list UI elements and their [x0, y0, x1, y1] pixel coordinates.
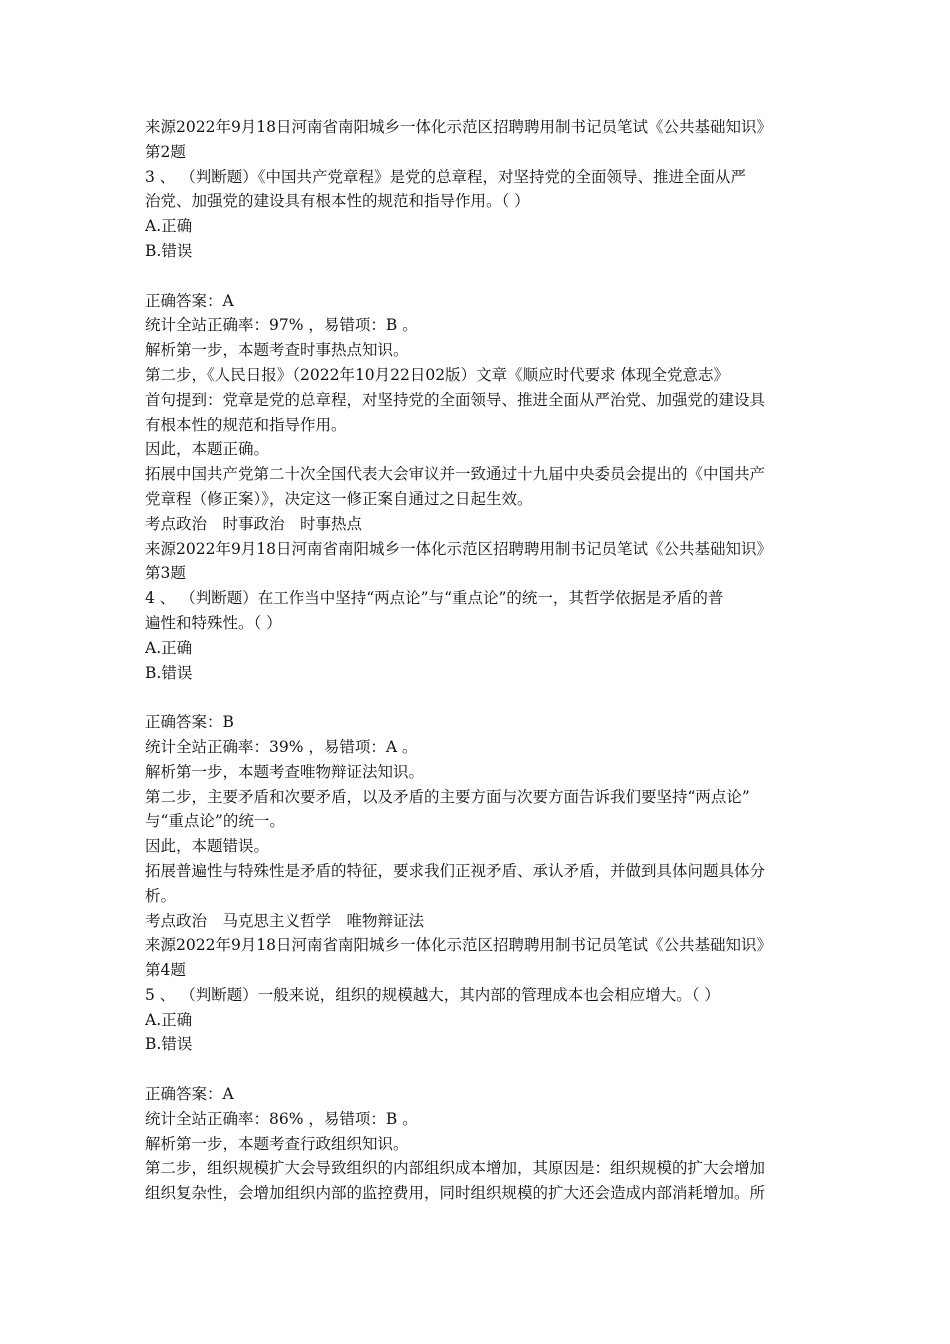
- text-line: 统计全站正确率：97% ，易错项：B 。: [145, 316, 418, 335]
- text-line: 组织复杂性，会增加组织内部的监控费用，同时组织规模的扩大还会造成内部消耗增加。所: [145, 1184, 766, 1203]
- text-line: 析。: [145, 886, 177, 905]
- text-line: 第4题: [145, 961, 186, 980]
- text-line: 考点政治 马克思主义哲学 唯物辩证法: [145, 911, 425, 930]
- text-line: B.错误: [145, 663, 193, 682]
- text-line: 与“重点论”的统一。: [145, 812, 285, 831]
- text-line: 3 、 （判断题）《中国共产党章程》是党的总章程，对坚持党的全面领导、推进全面从严: [145, 167, 746, 186]
- text-line: 正确答案：A: [145, 291, 234, 310]
- text-line: 首句提到：党章是党的总章程，对坚持党的全面领导、推进全面从严治党、加强党的建设具: [145, 390, 766, 409]
- text-line: 第二步，主要矛盾和次要矛盾，以及矛盾的主要方面与次要方面告诉我们要坚持“两点论”: [145, 787, 750, 806]
- text-line: 解析第一步，本题考查时事热点知识。: [145, 341, 409, 360]
- text-line: 拓展普遍性与特殊性是矛盾的特征，要求我们正视矛盾、承认矛盾，并做到具体问题具体分: [145, 861, 766, 880]
- text-line: 来源2022年9月18日河南省南阳城乡一体化示范区招聘聘用制书记员笔试《公共基础知识》: [145, 539, 773, 558]
- text-line: 因此，本题错误。: [145, 837, 270, 856]
- text-line: 正确答案：B: [145, 713, 234, 732]
- text-line: 解析第一步，本题考查唯物辩证法知识。: [145, 762, 425, 781]
- text-line: 第3题: [145, 564, 186, 583]
- text-line: 党章程（修正案）》，决定这一修正案自通过之日起生效。: [145, 489, 533, 508]
- text-line: 正确答案：A: [145, 1085, 234, 1104]
- blank-line: [145, 685, 813, 710]
- text-line: A.正确: [145, 1010, 193, 1029]
- text-line: A.正确: [145, 638, 193, 657]
- text-line: 解析第一步，本题考查行政组织知识。: [145, 1134, 409, 1153]
- blank-line: [145, 1057, 813, 1082]
- text-line: 拓展中国共产党第二十次全国代表大会审议并一致通过十九届中央委员会提出的《中国共产: [145, 465, 766, 484]
- text-line: B.错误: [145, 1035, 193, 1054]
- text-line: 因此，本题正确。: [145, 440, 270, 459]
- text-line: 遍性和特殊性。（ ）: [145, 613, 282, 632]
- text-line: 第2题: [145, 142, 186, 161]
- blank-line: [145, 264, 813, 289]
- text-line: 5 、 （判断题）一般来说，组织的规模越大，其内部的管理成本也会相应增大。（ ）: [145, 985, 720, 1004]
- text-line: B.错误: [145, 241, 193, 260]
- text-line: 统计全站正确率：86% ，易错项：B 。: [145, 1109, 418, 1128]
- text-line: 来源2022年9月18日河南省南阳城乡一体化示范区招聘聘用制书记员笔试《公共基础知识》: [145, 936, 773, 955]
- text-line: 考点政治 时事政治 时事热点: [145, 514, 363, 533]
- text-line: 来源2022年9月18日河南省南阳城乡一体化示范区招聘聘用制书记员笔试《公共基础知识》: [145, 118, 773, 136]
- text-line: A.正确: [145, 217, 193, 236]
- document-page: [145, 115, 813, 1206]
- text-line: 第二步，《人民日报》（2022年10月22日02版）文章《顺应时代要求 体现全党意志》: [145, 365, 730, 384]
- text-line: 治党、加强党的建设具有根本性的规范和指导作用。（ ）: [145, 192, 530, 211]
- text-line: 有根本性的规范和指导作用。: [145, 415, 347, 434]
- text-line: 统计全站正确率：39% ，易错项：A 。: [145, 737, 418, 756]
- text-line: 第二步，组织规模扩大会导致组织的内部组织成本增加，其原因是：组织规模的扩大会增加: [145, 1159, 766, 1178]
- text-line: 4 、 （判断题）在工作当中坚持“两点论”与“重点论”的统一，其哲学依据是矛盾的普: [145, 589, 724, 608]
